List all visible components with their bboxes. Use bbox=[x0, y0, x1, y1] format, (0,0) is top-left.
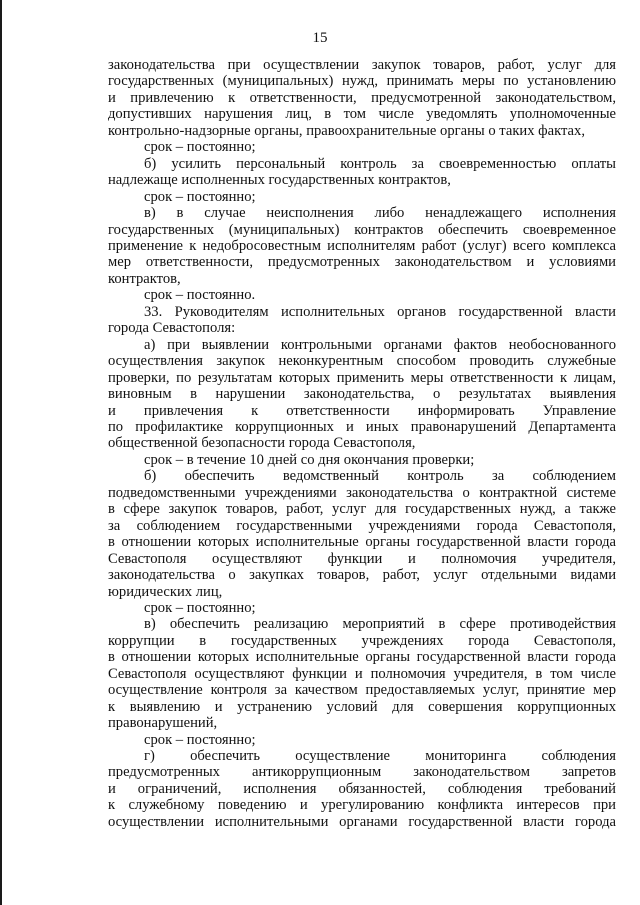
text-line: юридических лиц, bbox=[108, 583, 223, 600]
text-line: г) обеспечить осуществление мониторинга соблюдения bbox=[144, 748, 616, 765]
text-line: срок – в течение 10 дней со дня окончания проверки; bbox=[144, 451, 475, 468]
paragraph bbox=[108, 139, 616, 155]
document-body bbox=[108, 57, 616, 830]
text-line: виновным в нарушении законодательства, о результатах выявления bbox=[108, 386, 616, 403]
paragraph bbox=[108, 287, 616, 303]
text-line: контрольно-надзорные органы, правоохранительные органы о таких фактах, bbox=[108, 122, 585, 139]
text-line: за соблюдением государственными учреждениями города Севастополя, bbox=[108, 517, 616, 534]
text-line: проверки, по результатам которых применить меры ответственности к лицам, bbox=[108, 369, 616, 386]
text-line: и привлечению к ответственности, предусмотренной законодательством, bbox=[108, 89, 616, 106]
page-number: 15 bbox=[312, 30, 328, 46]
text-line: применение к недобросовестным исполнителям работ (услуг) всего комплекса bbox=[108, 237, 616, 254]
scan-edge bbox=[0, 0, 2, 905]
text-line: б) усилить персональный контроль за своевременностью оплаты bbox=[144, 155, 616, 172]
text-line: в отношении которых исполнительные органы государственной власти города bbox=[108, 649, 616, 666]
text-line: и ограничений, исполнения обязанностей, соблюдения требований bbox=[108, 780, 616, 797]
paragraph bbox=[108, 468, 616, 600]
text-line: срок – постоянно. bbox=[144, 287, 256, 304]
text-line: законодательства о закупках товаров, работ, услуг отдельными видами bbox=[108, 567, 616, 584]
text-line: к выявлению и устранению условий для совершения коррупционных bbox=[108, 698, 616, 715]
text-line: в) обеспечить реализацию мероприятий в сфере противодействия bbox=[144, 616, 616, 633]
text-line: срок – постоянно; bbox=[144, 599, 256, 616]
text-line: правонарушений, bbox=[108, 715, 218, 732]
text-line: в) в случае неисполнения либо ненадлежащего исполнения bbox=[144, 205, 616, 222]
text-line: срок – постоянно; bbox=[144, 188, 256, 205]
text-line: государственных (муниципальных) контрактов обеспечить своевременное bbox=[108, 221, 616, 238]
paragraph bbox=[108, 732, 616, 748]
text-line: подведомственными учреждениями законодательства о контрактной системе bbox=[108, 484, 616, 501]
text-line: по профилактике коррупционных и иных правонарушений Департамента bbox=[108, 418, 616, 435]
text-line: а) при выявлении контрольными органами фактов необоснованного bbox=[144, 336, 616, 353]
paragraph bbox=[108, 156, 616, 189]
text-line: мер ответственности, предусмотренных законодательством и условиями bbox=[108, 254, 616, 271]
text-line: срок – постоянно; bbox=[144, 731, 256, 748]
paragraph bbox=[108, 600, 616, 616]
paragraph bbox=[108, 205, 616, 287]
text-line: законодательства при осуществлении закупок товаров, работ, услуг для bbox=[108, 57, 616, 73]
text-line: в сфере закупок товаров, работ, услуг для государственных нужд, а также bbox=[108, 501, 616, 518]
text-line: Севастополя осуществляют функции и полномочия учредителя, bbox=[108, 550, 616, 567]
text-line: осуществления закупок неконкурентным способом проводить служебные bbox=[108, 353, 616, 370]
text-line: 33. Руководителям исполнительных органов государственной власти bbox=[144, 303, 616, 320]
paragraph bbox=[108, 189, 616, 205]
text-line: допустивших нарушения лиц, в том числе уведомлять уполномоченные bbox=[108, 106, 616, 123]
text-line: осуществление контроля за качеством предоставляемых услуг, принятие мер bbox=[108, 682, 616, 699]
text-line: государственных (муниципальных) нужд, принимать меры по установлению bbox=[108, 73, 616, 90]
text-line: контрактов, bbox=[108, 270, 181, 287]
text-line: общественной безопасности города Севастополя, bbox=[108, 435, 416, 452]
text-line: предусмотренных антикоррупционным законодательством запретов bbox=[108, 764, 616, 781]
text-line: в отношении которых исполнительные органы государственной власти города bbox=[108, 534, 616, 551]
paragraph bbox=[108, 748, 616, 830]
text-line: осуществлении исполнительными органами государственной власти города bbox=[108, 813, 616, 830]
paragraph bbox=[108, 452, 616, 468]
paragraph bbox=[108, 304, 616, 337]
paragraph bbox=[108, 57, 616, 139]
text-line: коррупции в государственных учреждениях города Севастополя, bbox=[108, 632, 616, 649]
text-line: Севастополя осуществляют функции и полномочия учредителя, в том числе bbox=[108, 665, 616, 682]
text-line: города Севастополя: bbox=[108, 320, 236, 337]
text-line: к служебному поведению и урегулированию конфликта интересов при bbox=[108, 797, 616, 814]
text-line: и привлечения к ответственности информировать Управление bbox=[108, 402, 616, 419]
text-line: надлежаще исполненных государственных контрактов, bbox=[108, 172, 451, 189]
text-line: б) обеспечить ведомственный контроль за соблюдением bbox=[144, 468, 616, 485]
text-line: срок – постоянно; bbox=[144, 139, 256, 156]
paragraph bbox=[108, 337, 616, 452]
paragraph bbox=[108, 616, 616, 731]
